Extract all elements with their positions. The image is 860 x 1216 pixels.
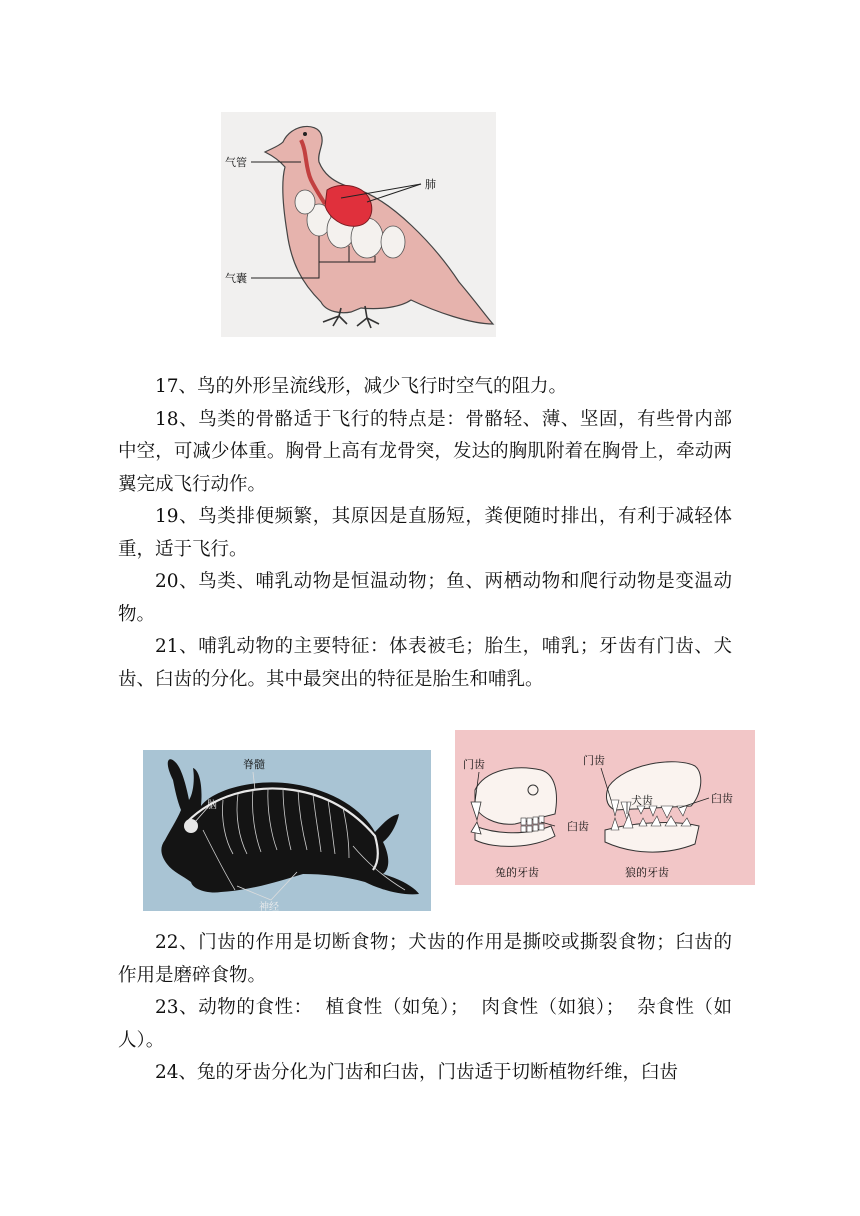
- paragraph-23: 23、动物的食性： 植食性（如兔）； 肉食性（如狼）； 杂食性（如人）。: [118, 997, 732, 1051]
- text-block-top: [118, 371, 732, 696]
- paragraph-19: 19、鸟类排便频繁，其原因是直肠短，粪便随时排出，有利于减轻体重，适于飞行。: [118, 506, 732, 560]
- paragraph-22: 22、门齿的作用是切断食物；犬齿的作用是撕咬或撕裂食物；臼齿的作用是磨碎食物。: [118, 932, 732, 986]
- caption-rabbit-teeth: 兔的牙齿: [495, 866, 539, 879]
- label-rabbit-incisor: 门齿: [463, 758, 485, 771]
- label-air-sac: 气囊: [225, 272, 247, 285]
- paragraph-18: 18、鸟类的骨骼适于飞行的特点是：骨骼轻、薄、坚固，有些骨内部中空，可减少体重。胸骨上高有龙骨突，发达的胸肌附着在胸骨上，牵动两翼完成飞行动作。: [118, 408, 732, 495]
- paragraph-17: 17、鸟的外形呈流线形，减少飞行时空气的阻力。: [155, 376, 568, 397]
- label-wolf-molar: 臼齿: [711, 792, 733, 805]
- label-nerve: 神经: [259, 902, 279, 911]
- rabbit-nervous-system-figure: [143, 750, 431, 911]
- label-trachea: 气管: [225, 156, 247, 169]
- paragraph-24: 24、兔的牙齿分化为门齿和臼齿，门齿适于切断植物纤维，臼齿: [155, 1062, 679, 1083]
- label-rabbit-molar: 臼齿: [567, 820, 589, 833]
- label-brain: 脑: [207, 800, 217, 811]
- label-wolf-canine: 犬齿: [631, 794, 653, 807]
- label-spinal-cord: 脊髓: [243, 758, 265, 771]
- label-wolf-incisor: 门齿: [583, 754, 605, 767]
- paragraph-21: 21、哺乳动物的主要特征：体表被毛；胎生，哺乳；牙齿有门齿、犬齿、臼齿的分化。其中最突出的特征是胎生和哺乳。: [118, 636, 732, 690]
- paragraph-20: 20、鸟类、哺乳动物是恒温动物；鱼、两栖动物和爬行动物是变温动物。: [118, 571, 732, 625]
- bird-respiratory-figure: [221, 112, 496, 337]
- text-block-bottom: [118, 927, 732, 1090]
- teeth-comparison-figure: [455, 730, 755, 885]
- caption-wolf-teeth: 狼的牙齿: [625, 866, 669, 879]
- label-lung: 肺: [425, 178, 436, 191]
